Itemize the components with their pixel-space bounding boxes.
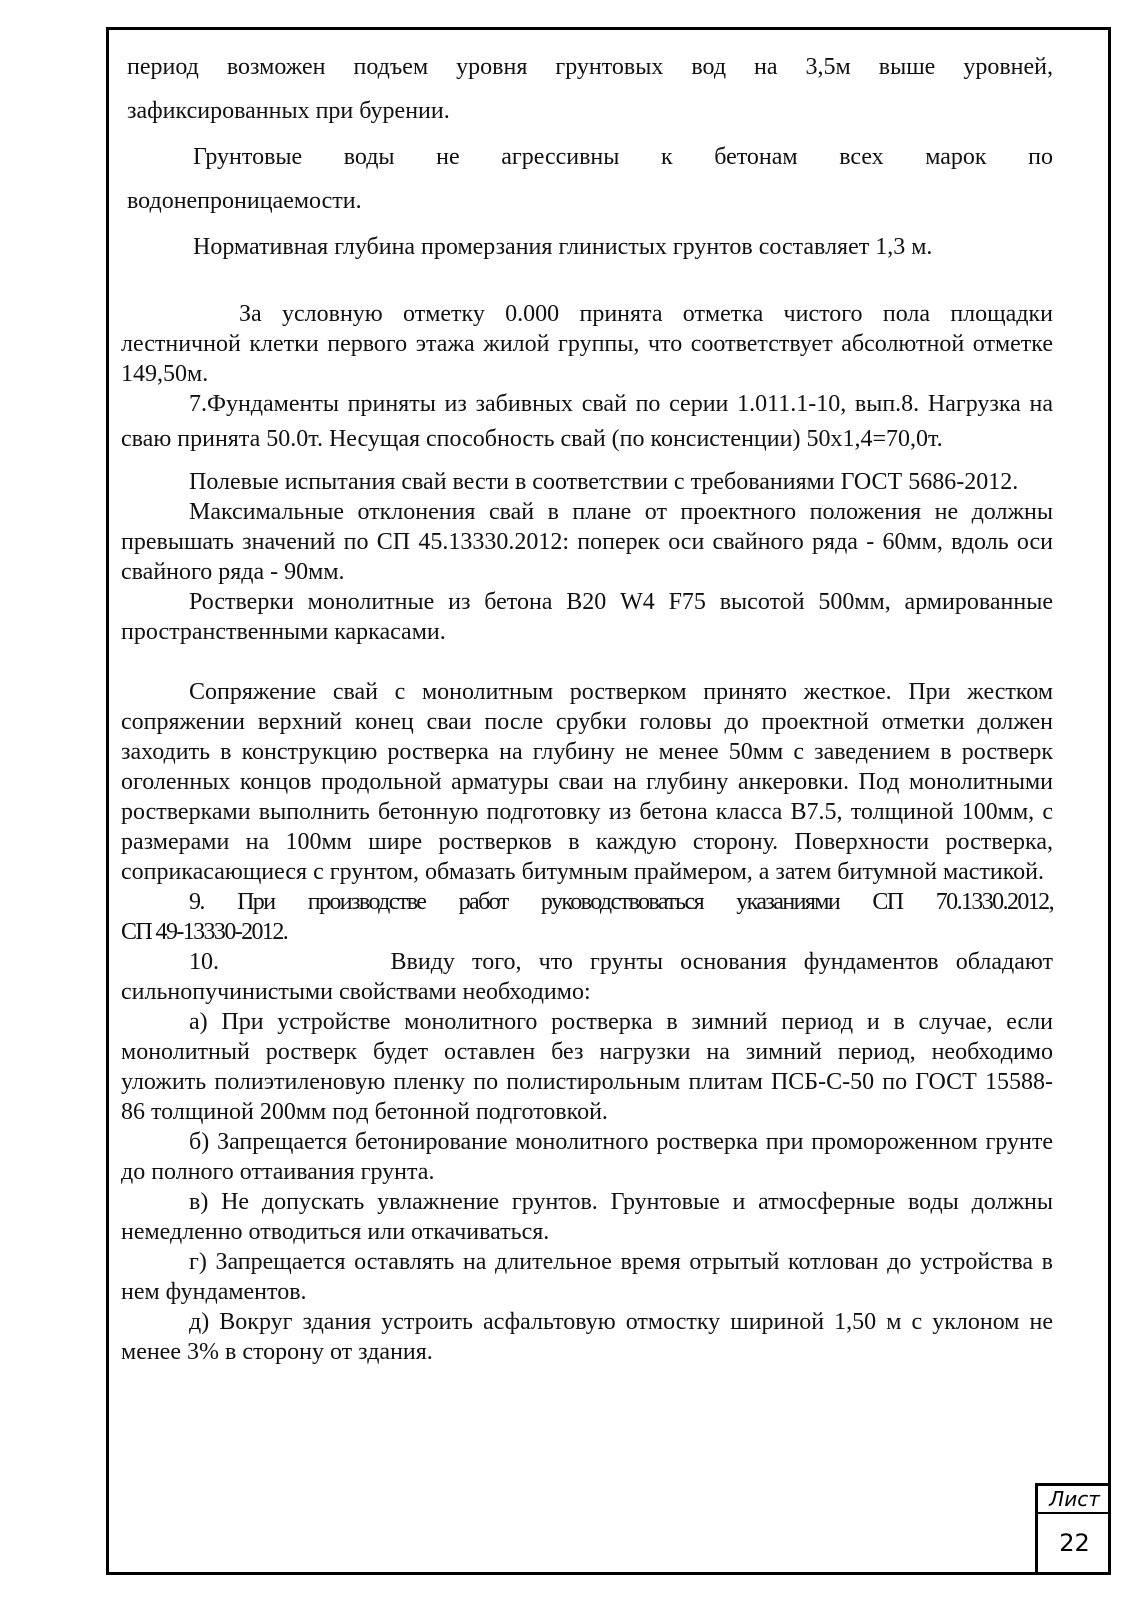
paragraph-5: Нормативная глубина промерзания глинистых грунтов составляет 1,3 м. xyxy=(193,234,933,260)
title-block-sheet xyxy=(1035,1483,1111,1575)
paragraph-6: За условную отметку 0.000 принята отметка чистого пола площадки лестничной клетки первого этажа жилой группы, что соответствует абсолютной отметке 149,50м. xyxy=(121,301,1053,387)
paragraph-9: Максимальные отклонения свай в плане от проектного положения не должны превышать значений по СП 45.13330.2012: поперек оси свайного ряда - 60мм, вдоль оси свайного ряда - 90мм. xyxy=(121,499,1053,585)
paragraph-15: а) При устройстве монолитного ростверка в зимний период и в случае, если монолитный ростверк будет оставлен без нагрузки на зимний период, необходимо уложить полиэтиленовую пленку по полистирольным плитам ПСБ-С-50 по ГОСТ 15588-86 толщиной 200мм под бетонной подготовкой. xyxy=(121,1009,1053,1125)
paragraph-2: зафиксированных при бурении. xyxy=(127,98,450,124)
document-body xyxy=(121,45,1059,1367)
paragraph-16: б) Запрещается бетонирование монолитного ростверка при промороженном грунте до полного оттаивания грунта. xyxy=(121,1129,1053,1185)
paragraph-18: г) Запрещается оставлять на длительное время отрытый котлован до устройства в нем фундаментов. xyxy=(121,1249,1053,1305)
sheet-number: 22 xyxy=(1059,1529,1090,1557)
paragraph-4: водонепроницаемости. xyxy=(127,188,362,214)
paragraph-19: д) Вокруг здания устроить асфальтовую отмостку шириной 1,50 м с уклоном не менее 3% в сторону от здания. xyxy=(121,1309,1053,1365)
paragraph-3: Грунтовые воды не агрессивны к бетонам всех марок по xyxy=(193,144,1053,170)
sheet-label: Лист xyxy=(1038,1486,1111,1514)
paragraph-1: период возможен подъем уровня грунтовых вод на 3,5м выше уровней, xyxy=(127,54,1053,80)
paragraph-12: 9. При производстве работ руководствоваться указаниями СП 70.1330.2012, xyxy=(189,889,1053,915)
paragraph-11: Сопряжение свай с монолитным ростверком принято жесткое. При жестком сопряжении верхний конец сваи после срубки головы до проектной отметки должен заходить в конструкцию ростверка на глубину не менее 50мм с заведением в ростверк оголенных концов продольной арматуры сваи на глубину анкеровки. Под монолитными ростверками выполнить бетонную подготовку из бетона класса В7.5, толщиной 100мм, с размерами на 100мм шире ростверков в каждую сторону. Поверхности ростверка, соприкасающиеся с грунтом, обмазать битумным праймером, а затем битумной мастикой. xyxy=(121,679,1053,885)
paragraph-10: Ростверки монолитные из бетона В20 W4 F75 высотой 500мм, армированные пространственными каркасами. xyxy=(121,589,1053,645)
paragraph-7: 7.Фундаменты приняты из забивных свай по серии 1.011.1-10, вып.8. Нагрузка на сваю принята 50.0т. Несущая способность свай (по консистенции) 50х1,4=70,0т. xyxy=(121,391,1053,452)
paragraph-13: СП 49-13330-2012. xyxy=(121,919,288,945)
paragraph-17: в) Не допускать увлажнение грунтов. Грунтовые и атмосферные воды должны немедленно отводиться или откачиваться. xyxy=(121,1189,1053,1245)
paragraph-8: Полевые испытания свай вести в соответствии с требованиями ГОСТ 5686-2012. xyxy=(189,469,1019,495)
paragraph-14: 10. Ввиду того, что грунты основания фундаментов обладают сильнопучинистыми свойствами необходимо: xyxy=(121,949,1059,1005)
